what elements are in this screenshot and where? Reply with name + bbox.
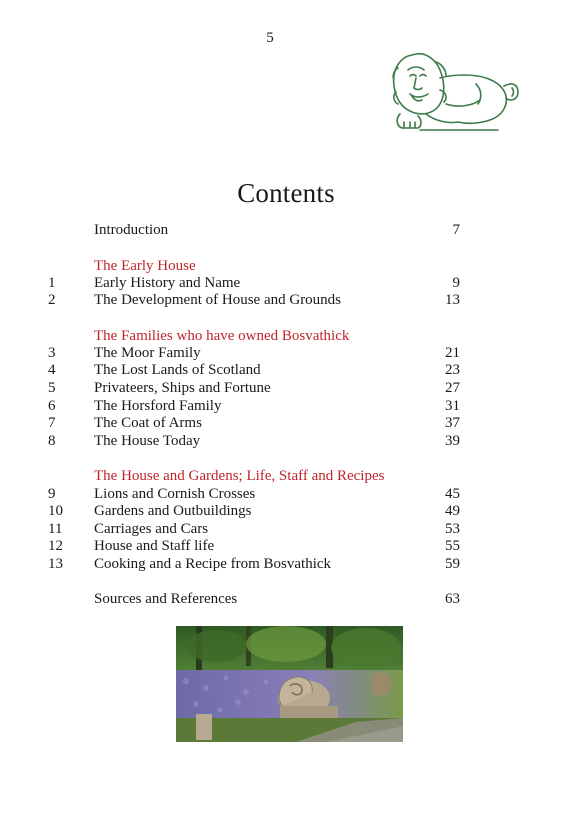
toc-entry-title: Carriages and Cars <box>94 521 209 537</box>
toc-entry-number: 13 <box>48 556 63 572</box>
toc-entry-page: 63 <box>445 591 460 607</box>
toc-entry-number: 6 <box>48 398 56 414</box>
toc-entry-number: 12 <box>48 538 63 554</box>
toc-entry-page: 31 <box>445 398 460 414</box>
toc-entry-title: The Horsford Family <box>94 398 222 414</box>
toc-entry-number: 9 <box>48 486 56 502</box>
toc-entry-title: Privateers, Ships and Fortune <box>94 380 271 396</box>
toc-entry-number: 4 <box>48 362 56 378</box>
toc-entry[interactable] <box>0 414 572 432</box>
toc-entry-page: 7 <box>452 222 460 238</box>
toc-entry[interactable] <box>0 502 572 520</box>
toc-entry[interactable] <box>0 274 572 292</box>
toc-entry-title: The Lost Lands of Scotland <box>94 362 261 378</box>
toc-entry[interactable] <box>0 520 572 538</box>
section-heading: The Families who have owned Bosvathick <box>94 328 350 344</box>
toc-entry[interactable] <box>0 361 572 379</box>
toc-entry-page: 13 <box>445 292 460 308</box>
garden-photo <box>176 626 403 742</box>
toc-entry[interactable] <box>0 397 572 415</box>
toc-entry-title: The Moor Family <box>94 345 201 361</box>
toc-entry-page: 39 <box>445 433 460 449</box>
toc-entry[interactable] <box>0 344 572 362</box>
toc-entry-page: 55 <box>445 538 460 554</box>
toc-entry-title: The House Today <box>94 433 201 449</box>
toc-entry-title: Lions and Cornish Crosses <box>94 486 256 502</box>
contents-title: Contents <box>237 178 335 208</box>
toc-entry-introduction[interactable] <box>0 221 572 239</box>
toc-entry-page: 49 <box>445 503 460 519</box>
toc-entry-page: 27 <box>445 380 460 396</box>
toc-entry-page: 59 <box>445 556 460 572</box>
toc-entry-page: 21 <box>445 345 460 361</box>
toc-entry[interactable] <box>0 537 572 555</box>
toc-entry-page: 45 <box>445 486 460 502</box>
toc-entry-number: 2 <box>48 292 56 308</box>
toc-entry-number: 10 <box>48 503 63 519</box>
toc-entry-number: 11 <box>48 521 63 537</box>
toc-entry[interactable] <box>0 291 572 309</box>
toc-entry-title: Sources and References <box>94 591 238 607</box>
toc-entry-number: 5 <box>48 380 56 396</box>
toc-entry-number: 8 <box>48 433 56 449</box>
toc-entry-page: 23 <box>445 362 460 378</box>
toc-entry-title: Introduction <box>94 222 169 238</box>
toc-entry-page: 37 <box>445 415 460 431</box>
toc-entry[interactable] <box>0 379 572 397</box>
toc-entry[interactable] <box>0 555 572 573</box>
toc-entry-sources[interactable] <box>0 590 572 608</box>
toc-entry-title: Cooking and a Recipe from Bosvathick <box>94 556 332 572</box>
toc-entry-page: 9 <box>452 275 460 291</box>
toc-entry-title: The Development of House and Grounds <box>94 292 342 308</box>
toc-entry-title: The Coat of Arms <box>94 415 202 431</box>
section-heading: The Early House <box>94 258 196 274</box>
toc-entry-number: 3 <box>48 345 56 361</box>
toc-entry-title: Gardens and Outbuildings <box>94 503 252 519</box>
toc-entry-number: 7 <box>48 415 56 431</box>
page-number: 5 <box>266 30 274 46</box>
section-heading: The House and Gardens; Life, Staff and Recipes <box>94 468 385 484</box>
toc-entry-page: 53 <box>445 521 460 537</box>
toc-entry-number: 1 <box>48 275 56 291</box>
toc-entry-title: House and Staff life <box>94 538 215 554</box>
toc-entry[interactable] <box>0 432 572 450</box>
toc-entry[interactable] <box>0 485 572 503</box>
toc-entry-title: Early History and Name <box>94 275 241 291</box>
